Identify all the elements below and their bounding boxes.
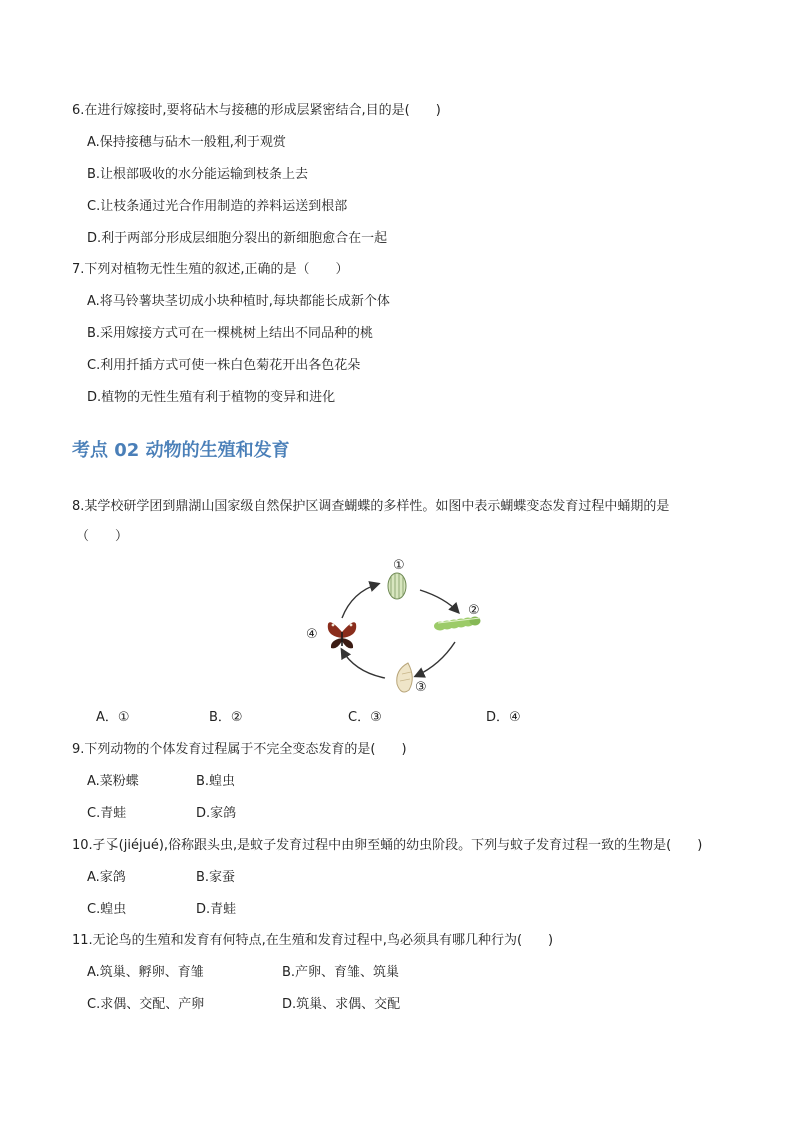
question-7-option-a: A.将马铃薯块茎切成小块种植时,每块都能长成新个体 [87,294,390,309]
label-2: ② [468,603,480,618]
label-1: ① [393,558,405,573]
arrow-4-to-1 [342,584,378,618]
question-6-option-b: B.让根部吸收的水分能运输到枝条上去 [87,167,309,182]
question-7-option-d: D.植物的无性生殖有利于植物的变异和进化 [87,390,336,405]
question-11-option-b: B.产卵、育雏、筑巢 [282,965,400,980]
question-6-stem: 6.在进行嫁接时,要将砧木与接穗的形成层紧密结合,目的是( ) [72,103,441,118]
label-4: ④ [306,627,318,642]
chrysalis-icon [397,663,413,692]
question-7-stem: 7.下列对植物无性生殖的叙述,正确的是（ ） [72,262,349,277]
question-10-option-c: C.蝗虫 [87,902,127,917]
label-3: ③ [415,680,427,695]
question-10-stem: 10.孑孓(jiéjué),俗称跟头虫,是蚊子发育过程中由卵至蛹的幼虫阶段。下列与蚊子发育过程一致的生物是( ) [72,838,703,853]
question-9-option-a: A.菜粉蝶 [87,774,139,789]
butterfly-lifecycle-diagram [290,550,510,700]
question-8-choice-d: D．④ [486,710,521,725]
section-heading: 考点 02 动物的生殖和发育 [72,440,290,461]
question-9-option-c: C.青蛙 [87,806,127,821]
arrow-1-to-2 [420,590,458,612]
question-10-option-b: B.家蚕 [196,870,236,885]
butterfly-icon [328,622,356,648]
question-10-option-a: A.家鸽 [87,870,126,885]
question-11-option-a: A.筑巢、孵卵、育雏 [87,965,204,980]
question-7-option-c: C.利用扦插方式可使一株白色菊花开出各色花朵 [87,358,361,373]
question-6-option-c: C.让枝条通过光合作用制造的养料运送到根部 [87,199,348,214]
question-6-option-a: A.保持接穗与砧木一般粗,利于观赏 [87,135,286,150]
question-11-option-c: C.求偶、交配、产卵 [87,997,205,1012]
caterpillar-icon [434,617,481,631]
question-10-option-d: D.青蛙 [196,902,237,917]
question-8-choice-c: C．③ [348,710,382,725]
question-8-stem: 8.某学校研学团到鼎湖山国家级自然保护区调查蝴蝶的多样性。如图中表示蝴蝶变态发育过程中蛹期的是 [72,499,670,514]
question-9-option-b: B.蝗虫 [196,774,236,789]
question-8-answer-blank: （ ） [76,529,129,544]
question-9-option-d: D.家鸽 [196,806,237,821]
arrow-3-to-4 [342,650,385,678]
question-11-option-d: D.筑巢、求偶、交配 [282,997,401,1012]
question-6-option-d: D.利于两部分形成层细胞分裂出的新细胞愈合在一起 [87,231,388,246]
question-7-option-b: B.采用嫁接方式可在一棵桃树上结出不同品种的桃 [87,326,374,341]
egg-icon [388,573,406,599]
question-8-choice-a: A．① [96,710,130,725]
question-8-choice-b: B．② [209,710,243,725]
arrow-2-to-3 [416,642,455,676]
question-11-stem: 11.无论鸟的生殖和发育有何特点,在生殖和发育过程中,鸟必须具有哪几种行为( ) [72,933,554,948]
question-9-stem: 9.下列动物的个体发育过程属于不完全变态发育的是( ) [72,742,407,757]
